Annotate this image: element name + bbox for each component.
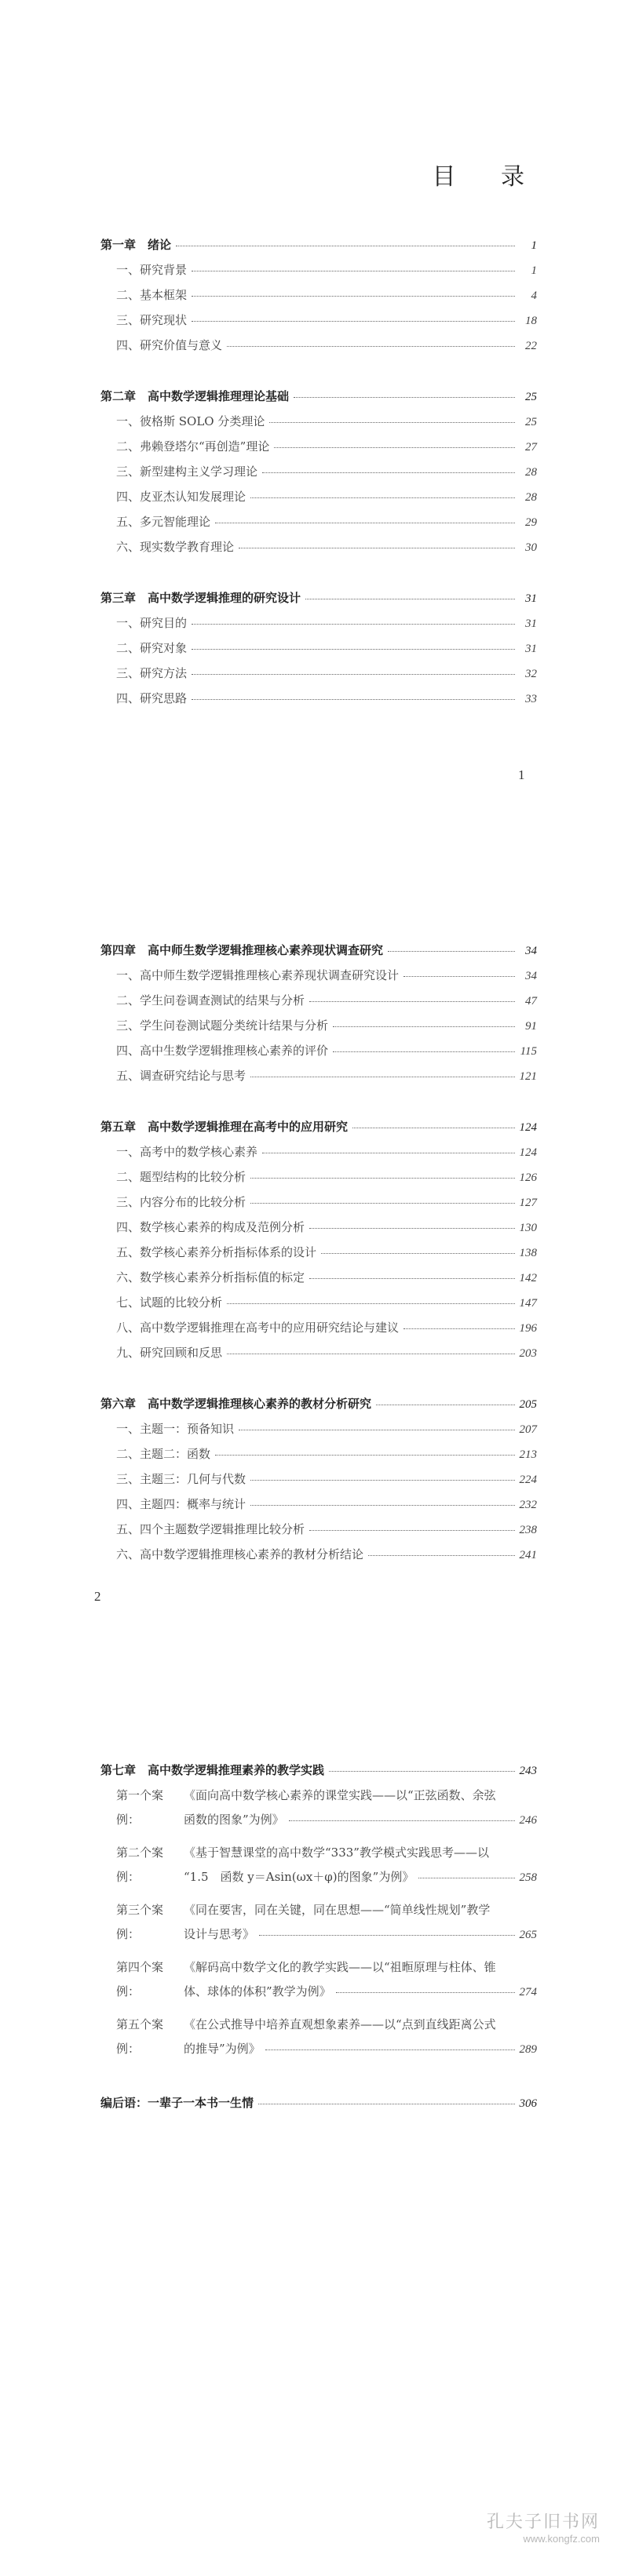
section-title: 二、主题二：函数 bbox=[116, 1447, 211, 1461]
chapter-page: 205 bbox=[519, 1398, 537, 1411]
toc-section[interactable] bbox=[100, 1165, 537, 1190]
toc-section[interactable] bbox=[100, 1014, 537, 1039]
toc-section[interactable] bbox=[100, 435, 537, 460]
case-page: 289 bbox=[519, 2043, 537, 2056]
case-title-line: 《解码高中数学文化的教学实践——以“祖暅原理与柱体、锥 bbox=[184, 1960, 496, 1974]
section-title: 六、高中数学逻辑推理核心素养的教材分析结论 bbox=[116, 1547, 364, 1561]
section-title: 四、皮亚杰认知发展理论 bbox=[116, 490, 246, 504]
case-number: 第三个案例： bbox=[116, 1903, 164, 1941]
case-title-line: 函数的图象”为例》 bbox=[184, 1813, 284, 1827]
leader-dots bbox=[192, 296, 515, 297]
section-page: 115 bbox=[520, 1045, 537, 1058]
section-page: 124 bbox=[519, 1146, 537, 1159]
case-title-line: 的推导”为例》 bbox=[184, 2042, 261, 2056]
section-page: 34 bbox=[525, 970, 537, 982]
toc-section[interactable] bbox=[100, 1039, 537, 1064]
section-title: 七、试题的比较分析 bbox=[116, 1295, 223, 1310]
page-number: 1 bbox=[518, 767, 525, 782]
section-title: 二、学生问卷调查测试的结果与分析 bbox=[116, 993, 305, 1007]
section-page: 127 bbox=[519, 1197, 537, 1209]
toc-section[interactable] bbox=[100, 1492, 537, 1518]
leader-dots bbox=[321, 1253, 514, 1254]
leader-dots bbox=[192, 699, 515, 700]
toc-case[interactable] bbox=[116, 1841, 537, 1890]
section-title: 四、主题四：概率与统计 bbox=[116, 1497, 246, 1511]
toc-section[interactable] bbox=[100, 410, 537, 435]
chapter-page: 1 bbox=[531, 239, 537, 252]
toc-section[interactable] bbox=[100, 258, 537, 283]
section-page: 1 bbox=[531, 264, 537, 277]
toc-chapter[interactable] bbox=[100, 1114, 537, 1140]
watermark-text: 孔夫子旧书网 bbox=[486, 2512, 600, 2532]
chapter-title: 第四章 高中师生数学逻辑推理核心素养现状调查研究 bbox=[100, 943, 384, 957]
section-title: 一、研究背景 bbox=[116, 263, 188, 277]
leader-dots bbox=[309, 1228, 514, 1229]
watermark-url: www.kongfz.com bbox=[523, 2533, 600, 2545]
toc-section[interactable] bbox=[100, 535, 537, 560]
toc-chapter[interactable] bbox=[100, 232, 537, 258]
leader-dots bbox=[336, 1992, 515, 1993]
toc-chapter[interactable] bbox=[100, 938, 537, 964]
toc-part-1 bbox=[100, 232, 537, 712]
chapter-title: 第二章 高中数学逻辑推理理论基础 bbox=[100, 389, 290, 403]
section-page: 213 bbox=[519, 1448, 537, 1461]
case-title-line: 《同在要害，同在关键，同在思想——“简单线性规划”教学 bbox=[184, 1903, 491, 1917]
afterword-page: 306 bbox=[519, 2097, 537, 2110]
section-title: 二、基本框架 bbox=[116, 288, 188, 302]
toc-section[interactable] bbox=[100, 510, 537, 535]
section-title: 八、高中数学逻辑推理在高考中的应用研究结论与建议 bbox=[116, 1321, 400, 1335]
toc-chapter[interactable] bbox=[100, 1391, 537, 1417]
chapter-page: 243 bbox=[519, 1765, 537, 1777]
chapter-page: 34 bbox=[525, 945, 537, 957]
section-page: 126 bbox=[519, 1171, 537, 1184]
case-title-line: 设计与思考》 bbox=[184, 1927, 255, 1941]
case-page: 258 bbox=[519, 1871, 537, 1884]
chapter-page: 31 bbox=[525, 592, 537, 605]
page-number: 2 bbox=[94, 1589, 101, 1604]
section-title: 三、研究现状 bbox=[116, 313, 188, 327]
toc-section[interactable] bbox=[100, 1190, 537, 1215]
section-page: 27 bbox=[525, 441, 537, 454]
toc-section[interactable] bbox=[100, 333, 537, 359]
section-page: 28 bbox=[525, 466, 537, 479]
toc-section[interactable] bbox=[100, 1064, 537, 1089]
toc-chapter[interactable] bbox=[100, 585, 537, 611]
toc-section[interactable] bbox=[100, 485, 537, 510]
section-page: 91 bbox=[525, 1020, 537, 1033]
leader-dots bbox=[333, 1026, 515, 1027]
section-title: 一、高考中的数学核心素养 bbox=[116, 1145, 258, 1159]
toc-section[interactable] bbox=[100, 1291, 537, 1316]
leader-dots bbox=[274, 447, 515, 448]
toc-section[interactable] bbox=[100, 283, 537, 308]
section-page: 130 bbox=[519, 1222, 537, 1234]
section-page: 142 bbox=[519, 1272, 537, 1284]
leader-dots bbox=[294, 397, 515, 398]
leader-dots bbox=[215, 1455, 514, 1456]
toc-section[interactable] bbox=[100, 308, 537, 333]
section-page: 18 bbox=[525, 315, 537, 327]
leader-dots bbox=[192, 624, 515, 625]
toc-section[interactable] bbox=[100, 1140, 537, 1165]
chapter-title: 第七章 高中数学逻辑推理素养的教学实践 bbox=[100, 1763, 325, 1777]
case-title-line: 《面向高中数学核心素养的课堂实践——以“正弦函数、余弦 bbox=[184, 1788, 496, 1802]
section-page: 196 bbox=[519, 1322, 537, 1335]
toc-section[interactable] bbox=[100, 661, 537, 687]
section-page: 32 bbox=[525, 668, 537, 680]
section-page: 224 bbox=[519, 1474, 537, 1486]
toc-section[interactable] bbox=[100, 1241, 537, 1266]
section-title: 四、研究价值与意义 bbox=[116, 338, 223, 352]
case-number: 第五个案例： bbox=[116, 2017, 164, 2056]
toc-section[interactable] bbox=[100, 1215, 537, 1241]
section-title: 三、学生问卷测试题分类统计结果与分析 bbox=[116, 1018, 329, 1033]
section-title: 一、主题一：预备知识 bbox=[116, 1422, 235, 1436]
section-title: 一、研究目的 bbox=[116, 616, 188, 630]
leader-dots bbox=[309, 1530, 514, 1531]
section-title: 六、现实数学教育理论 bbox=[116, 540, 235, 554]
chapter-page: 25 bbox=[525, 391, 537, 403]
case-title-line: “1.5 函数 y＝Asin(ωx＋φ)的图象”为例》 bbox=[184, 1870, 414, 1884]
toc-section[interactable] bbox=[100, 1316, 537, 1341]
leader-dots bbox=[329, 1771, 514, 1772]
leader-dots bbox=[192, 321, 515, 322]
toc-section[interactable] bbox=[100, 1543, 537, 1568]
chapter-title: 第五章 高中数学逻辑推理在高考中的应用研究 bbox=[100, 1120, 349, 1134]
afterword-title: 编后语：一辈子一本书一生情 bbox=[100, 2096, 254, 2110]
toc-chapter[interactable] bbox=[100, 1758, 537, 1784]
toc-case[interactable] bbox=[116, 2013, 537, 2062]
leader-dots bbox=[269, 422, 515, 423]
chapter-title: 第三章 高中数学逻辑推理的研究设计 bbox=[100, 591, 301, 605]
case-title-line: 《基于智慧课堂的高中数学“333”教学模式实践思考——以 bbox=[184, 1845, 489, 1860]
section-title: 三、研究方法 bbox=[116, 666, 188, 680]
section-page: 31 bbox=[525, 643, 537, 655]
toc-section[interactable] bbox=[100, 611, 537, 636]
leader-dots bbox=[227, 346, 515, 347]
section-page: 28 bbox=[525, 491, 537, 504]
watermark bbox=[487, 2509, 600, 2545]
toc-section[interactable] bbox=[100, 964, 537, 989]
toc-section[interactable] bbox=[100, 1417, 537, 1442]
toc-afterword[interactable] bbox=[100, 2090, 537, 2116]
section-title: 五、调查研究结论与思考 bbox=[116, 1069, 246, 1083]
section-page: 29 bbox=[525, 516, 537, 529]
toc-section[interactable] bbox=[100, 687, 537, 712]
section-title: 四、高中生数学逻辑推理核心素养的评价 bbox=[116, 1044, 329, 1058]
leader-dots bbox=[309, 1001, 515, 1002]
section-page: 138 bbox=[519, 1247, 537, 1259]
section-page: 30 bbox=[525, 541, 537, 554]
toc-section[interactable] bbox=[100, 989, 537, 1014]
page-title: 目 录 bbox=[432, 163, 543, 191]
leader-dots bbox=[309, 1278, 514, 1279]
section-title: 二、弗赖登塔尔“再创造”理论 bbox=[116, 439, 270, 454]
section-title: 五、四个主题数学逻辑推理比较分析 bbox=[116, 1522, 305, 1536]
section-title: 九、研究回顾和反思 bbox=[116, 1346, 223, 1360]
section-title: 四、数学核心素养的构成及范例分析 bbox=[116, 1220, 305, 1234]
leader-dots bbox=[250, 1203, 514, 1204]
section-title: 一、高中师生数学逻辑推理核心素养现状调查研究设计 bbox=[116, 968, 400, 982]
case-number: 第四个案例： bbox=[116, 1960, 164, 1998]
leader-dots bbox=[403, 976, 515, 977]
section-page: 22 bbox=[525, 340, 537, 352]
section-title: 三、主题三：几何与代数 bbox=[116, 1472, 246, 1486]
section-title: 五、数学核心素养分析指标体系的设计 bbox=[116, 1245, 317, 1259]
leader-dots bbox=[192, 649, 515, 650]
toc-section[interactable] bbox=[100, 1341, 537, 1366]
toc-case[interactable] bbox=[116, 1784, 537, 1833]
section-page: 232 bbox=[519, 1499, 537, 1511]
case-number: 第二个案例： bbox=[116, 1845, 164, 1884]
section-title: 二、研究对象 bbox=[116, 641, 188, 655]
section-title: 三、新型建构主义学习理论 bbox=[116, 465, 258, 479]
section-page: 121 bbox=[519, 1070, 537, 1083]
toc-section[interactable] bbox=[100, 1467, 537, 1492]
toc-case[interactable] bbox=[116, 1898, 537, 1947]
section-page: 47 bbox=[525, 995, 537, 1007]
case-title-line: 体、球体的体积”教学为例》 bbox=[184, 1984, 331, 1998]
leader-dots bbox=[262, 472, 515, 473]
section-page: 241 bbox=[519, 1549, 537, 1561]
toc-section[interactable] bbox=[100, 1266, 537, 1291]
case-title-line: 《在公式推导中培养直观想象素养——以“点到直线距离公式 bbox=[184, 2017, 496, 2031]
leader-dots bbox=[227, 1303, 514, 1304]
leader-dots bbox=[259, 1935, 514, 1936]
section-page: 203 bbox=[519, 1347, 537, 1360]
leader-dots bbox=[250, 1178, 514, 1179]
section-page: 207 bbox=[519, 1423, 537, 1436]
toc-section[interactable] bbox=[100, 1518, 537, 1543]
leader-dots bbox=[289, 1820, 515, 1821]
section-page: 33 bbox=[525, 693, 537, 705]
case-page: 274 bbox=[519, 1986, 537, 1998]
section-page: 25 bbox=[525, 416, 537, 428]
toc-part-3 bbox=[100, 1758, 537, 2116]
toc-chapter[interactable] bbox=[100, 384, 537, 410]
chapter-page: 124 bbox=[519, 1121, 537, 1134]
section-page: 4 bbox=[531, 290, 537, 302]
section-page: 147 bbox=[519, 1297, 537, 1310]
leader-dots bbox=[333, 1051, 515, 1052]
chapter-title: 第一章 绪论 bbox=[100, 238, 172, 252]
section-page: 31 bbox=[525, 618, 537, 630]
section-title: 三、内容分布的比较分析 bbox=[116, 1195, 246, 1209]
toc-section[interactable] bbox=[100, 636, 537, 661]
leader-dots bbox=[192, 674, 515, 675]
case-page: 265 bbox=[519, 1929, 537, 1941]
toc-case[interactable] bbox=[116, 1955, 537, 2005]
toc-section[interactable] bbox=[100, 460, 537, 485]
leader-dots bbox=[403, 1328, 514, 1329]
leader-dots bbox=[250, 1480, 514, 1481]
chapter-title: 第六章 高中数学逻辑推理核心素养的教材分析研究 bbox=[100, 1397, 372, 1411]
leader-dots bbox=[368, 1555, 514, 1556]
section-title: 四、研究思路 bbox=[116, 691, 188, 705]
toc-part-2 bbox=[100, 938, 537, 1568]
case-number: 第一个案例： bbox=[116, 1788, 164, 1827]
leader-dots bbox=[250, 1505, 514, 1506]
leader-dots bbox=[388, 951, 515, 952]
section-title: 六、数学核心素养分析指标值的标定 bbox=[116, 1270, 305, 1284]
section-title: 二、题型结构的比较分析 bbox=[116, 1170, 246, 1184]
section-page: 238 bbox=[519, 1524, 537, 1536]
leader-dots bbox=[250, 497, 515, 498]
section-title: 一、彼格斯 SOLO 分类理论 bbox=[116, 414, 265, 428]
case-page: 246 bbox=[519, 1814, 537, 1827]
case-list bbox=[100, 1784, 537, 2062]
toc-section[interactable] bbox=[100, 1442, 537, 1467]
section-title: 五、多元智能理论 bbox=[116, 515, 211, 529]
